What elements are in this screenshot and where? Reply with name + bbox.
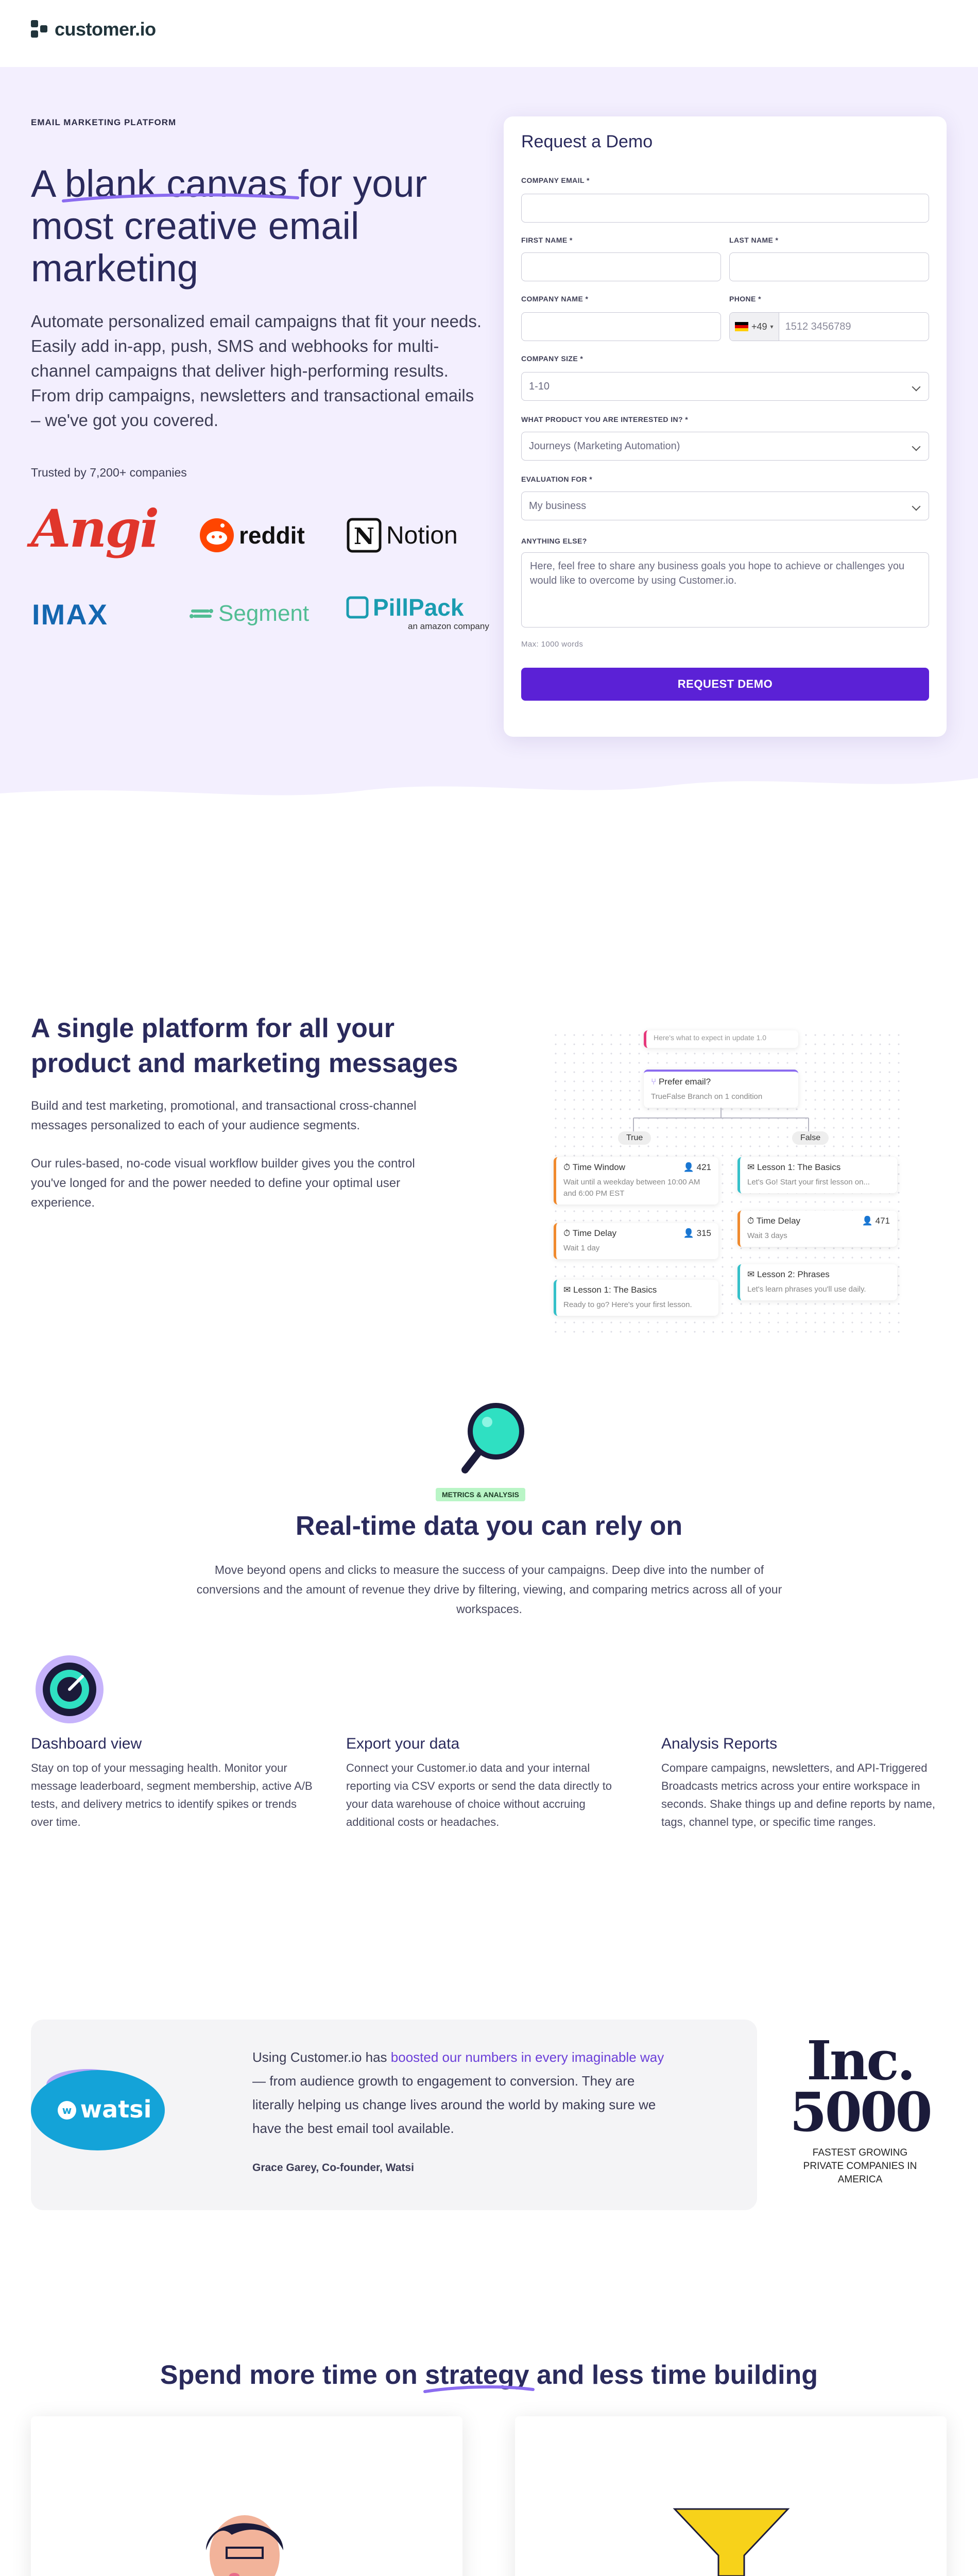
person-icon: 👤	[683, 1162, 694, 1172]
evaluation-label: EVALUATION FOR *	[521, 475, 593, 483]
platform-paragraph-1: Build and test marketing, promotional, and transactional cross-channel messages personalized to each of your audience segments.	[31, 1099, 417, 1132]
product-label: WHAT PRODUCT YOU ARE INTERESTED IN? *	[521, 415, 689, 423]
realtime-description: Move beyond opens and clicks to measure the success of your campaigns. Deep dive into the number of conversions and the amount of revenue they drive by filtering, viewing, and comparing metrics across all of your workspaces.	[196, 1563, 782, 1616]
hero-title-highlight: blank canvas	[65, 163, 287, 205]
feature-title-export: Export your data	[346, 1735, 460, 1752]
trusted-by-text: Trusted by 7,200+ companies	[31, 466, 187, 479]
feature-text-dashboard: Stay on top of your messaging health. Monitor your message leaderboard, segment membership, active A/B tests, and delivery metrics to identify spikes or trends over time.	[31, 1761, 313, 1828]
hero-title: A blank canvas for your most creative email marketing	[31, 162, 427, 290]
germany-flag-icon	[735, 322, 748, 331]
mail-icon: ✉	[747, 1269, 755, 1279]
watsi-logo	[26, 2053, 170, 2161]
phone-field[interactable]: +49 ▾ 1512 3456789	[729, 312, 929, 341]
last-name-label: LAST NAME *	[729, 236, 779, 244]
logo-mark-icon	[31, 20, 49, 39]
chevron-down-icon: ▾	[770, 323, 774, 330]
segment-icon	[188, 601, 214, 626]
request-demo-form	[504, 116, 947, 737]
inc5000-badge: Inc. 5000 FASTEST GROWING PRIVATE COMPANIES IN AMERICA	[790, 2029, 931, 2185]
svg-text:N: N	[353, 523, 375, 550]
company-size-label: COMPANY SIZE *	[521, 354, 584, 363]
clock-icon: ⏱	[747, 1216, 754, 1226]
max-words-note: Max: 1000 words	[521, 640, 584, 649]
platform-title: A single platform for all your product and marketing messages	[31, 1013, 458, 1078]
form-title: Request a Demo	[521, 132, 653, 151]
workflow-branch-card: ⑂ Prefer email? TrueFalse Branch on 1 condition	[644, 1070, 798, 1108]
watsi-quote: Using Customer.io has boosted our numbers in every imaginable way — from audience growth to engagement to conversion. They are literally helping us change lives around the world by making sure we have the best email tool available.	[252, 2049, 664, 2136]
clock-icon: ⏱	[563, 1228, 571, 1238]
brand-segment-logo: Segment	[188, 601, 309, 626]
company-name-field[interactable]	[521, 312, 721, 341]
svg-text:w: w	[62, 2104, 72, 2116]
workflow-top-card: Here's what to expect in update 1.0	[644, 1030, 798, 1048]
company-email-label: COMPANY EMAIL *	[521, 176, 590, 184]
workflow-lesson1-card: ✉ Lesson 1: The Basics Let's Go! Start your first lesson on...	[737, 1157, 897, 1193]
company-name-label: COMPANY NAME *	[521, 295, 589, 303]
person-icon: 👤	[683, 1228, 694, 1238]
platform-paragraph-2: Our rules-based, no-code visual workflow builder gives you the control you've longed for and the power needed to define your optimal user experience.	[31, 1157, 415, 1210]
phone-label: PHONE *	[729, 295, 761, 303]
mail-icon: ✉	[563, 1285, 571, 1295]
personalize-illustration	[175, 2504, 314, 2576]
clock-icon: ⏱	[563, 1162, 571, 1172]
watsi-citation: Grace Garey, Co-founder, Watsi	[252, 2162, 414, 2174]
workflow-time-window-card: ⏱ Time Window 👤 421 Wait until a weekday between 10:00 AM and 6:00 PM EST	[554, 1157, 718, 1205]
anything-else-textarea[interactable]: Here, feel free to share any business goals you hope to achieve or challenges you would like to overcome by using Customer.io.	[521, 552, 929, 628]
product-select[interactable]: Journeys (Marketing Automation)	[521, 432, 929, 461]
brand-angi-logo: Angi	[31, 498, 158, 559]
request-demo-button[interactable]: REQUEST DEMO	[521, 668, 929, 701]
company-email-field[interactable]	[521, 194, 929, 223]
brand-pillpack-logo: PillPack an amazon company	[346, 594, 489, 632]
person-icon: 👤	[862, 1216, 873, 1226]
false-branch-pill: False	[792, 1131, 829, 1145]
feature-title-analysis: Analysis Reports	[661, 1735, 778, 1752]
workflow-illustration	[551, 1030, 901, 1340]
metrics-tag: METRICS & ANALYSIS	[436, 1488, 525, 1501]
country-code-select[interactable]: +49 ▾	[730, 313, 779, 341]
company-size-select[interactable]: 1-10	[521, 372, 929, 401]
evaluation-select[interactable]: My business	[521, 492, 929, 520]
personalize-card	[31, 2416, 462, 2576]
funnel-illustration	[664, 2499, 798, 2576]
notion-icon	[346, 517, 382, 553]
workflow-time-delay-1-card: ⏱ Time Delay 👤 315 Wait 1 day	[554, 1223, 718, 1259]
anything-else-label: ANYTHING ELSE?	[521, 537, 587, 545]
first-name-field[interactable]	[521, 252, 721, 281]
hero-description: Automate personalized email campaigns that fit your needs. Easily add in-app, push, SMS and webhooks for multi-channel campaigns that deliver high-performing results. From drip campaigns, newsletters and transactional emails – we've got you covered.	[31, 312, 482, 430]
realtime-title: Real-time data you can rely on	[295, 1511, 683, 1541]
svg-text:watsi: watsi	[80, 2095, 152, 2123]
first-name-label: FIRST NAME *	[521, 236, 573, 244]
reddit-icon	[199, 517, 235, 553]
brand-notion-logo: N Notion	[346, 517, 458, 553]
hero-bottom-wave	[0, 742, 978, 809]
mail-icon: ✉	[747, 1162, 755, 1172]
logo[interactable]	[31, 19, 156, 40]
feature-text-export: Connect your Customer.io data and your internal reporting via CSV exports or send the data directly to your data warehouse of choice without accruing additional costs or headaches.	[346, 1761, 612, 1828]
feature-title-dashboard: Dashboard view	[31, 1735, 142, 1752]
workflow-lesson2-card: ✉ Lesson 2: Phrases Let's learn phrases you'll use daily.	[737, 1264, 897, 1300]
magnifier-icon	[452, 1400, 529, 1478]
hero-eyebrow: EMAIL MARKETING PLATFORM	[31, 117, 177, 127]
dashboard-gauge-icon	[31, 1651, 108, 1728]
last-name-field[interactable]	[729, 252, 929, 281]
feature-text-analysis: Compare campaigns, newsletters, and API-Triggered Broadcasts metrics across your entire workspace in seconds. Shake things up and define reports by name, tags, channel type, or specific time ranges.	[661, 1761, 936, 1828]
true-branch-pill: True	[618, 1131, 651, 1145]
pillpack-icon	[346, 596, 369, 619]
spend-title: Spend more time on strategy and less time building	[0, 2358, 978, 2393]
workflow-time-delay-3-card: ⏱ Time Delay 👤 471 Wait 3 days	[737, 1211, 897, 1247]
brand-reddit-logo: reddit	[199, 517, 305, 553]
workflow-lesson1-b-card: ✉ Lesson 1: The Basics Ready to go? Here's your first lesson.	[554, 1280, 718, 1316]
consolidate-card	[515, 2416, 947, 2576]
logo-text: customer.io	[55, 19, 156, 40]
brand-imax-logo: IMAX	[32, 598, 108, 631]
hero-top-wave	[0, 46, 978, 103]
